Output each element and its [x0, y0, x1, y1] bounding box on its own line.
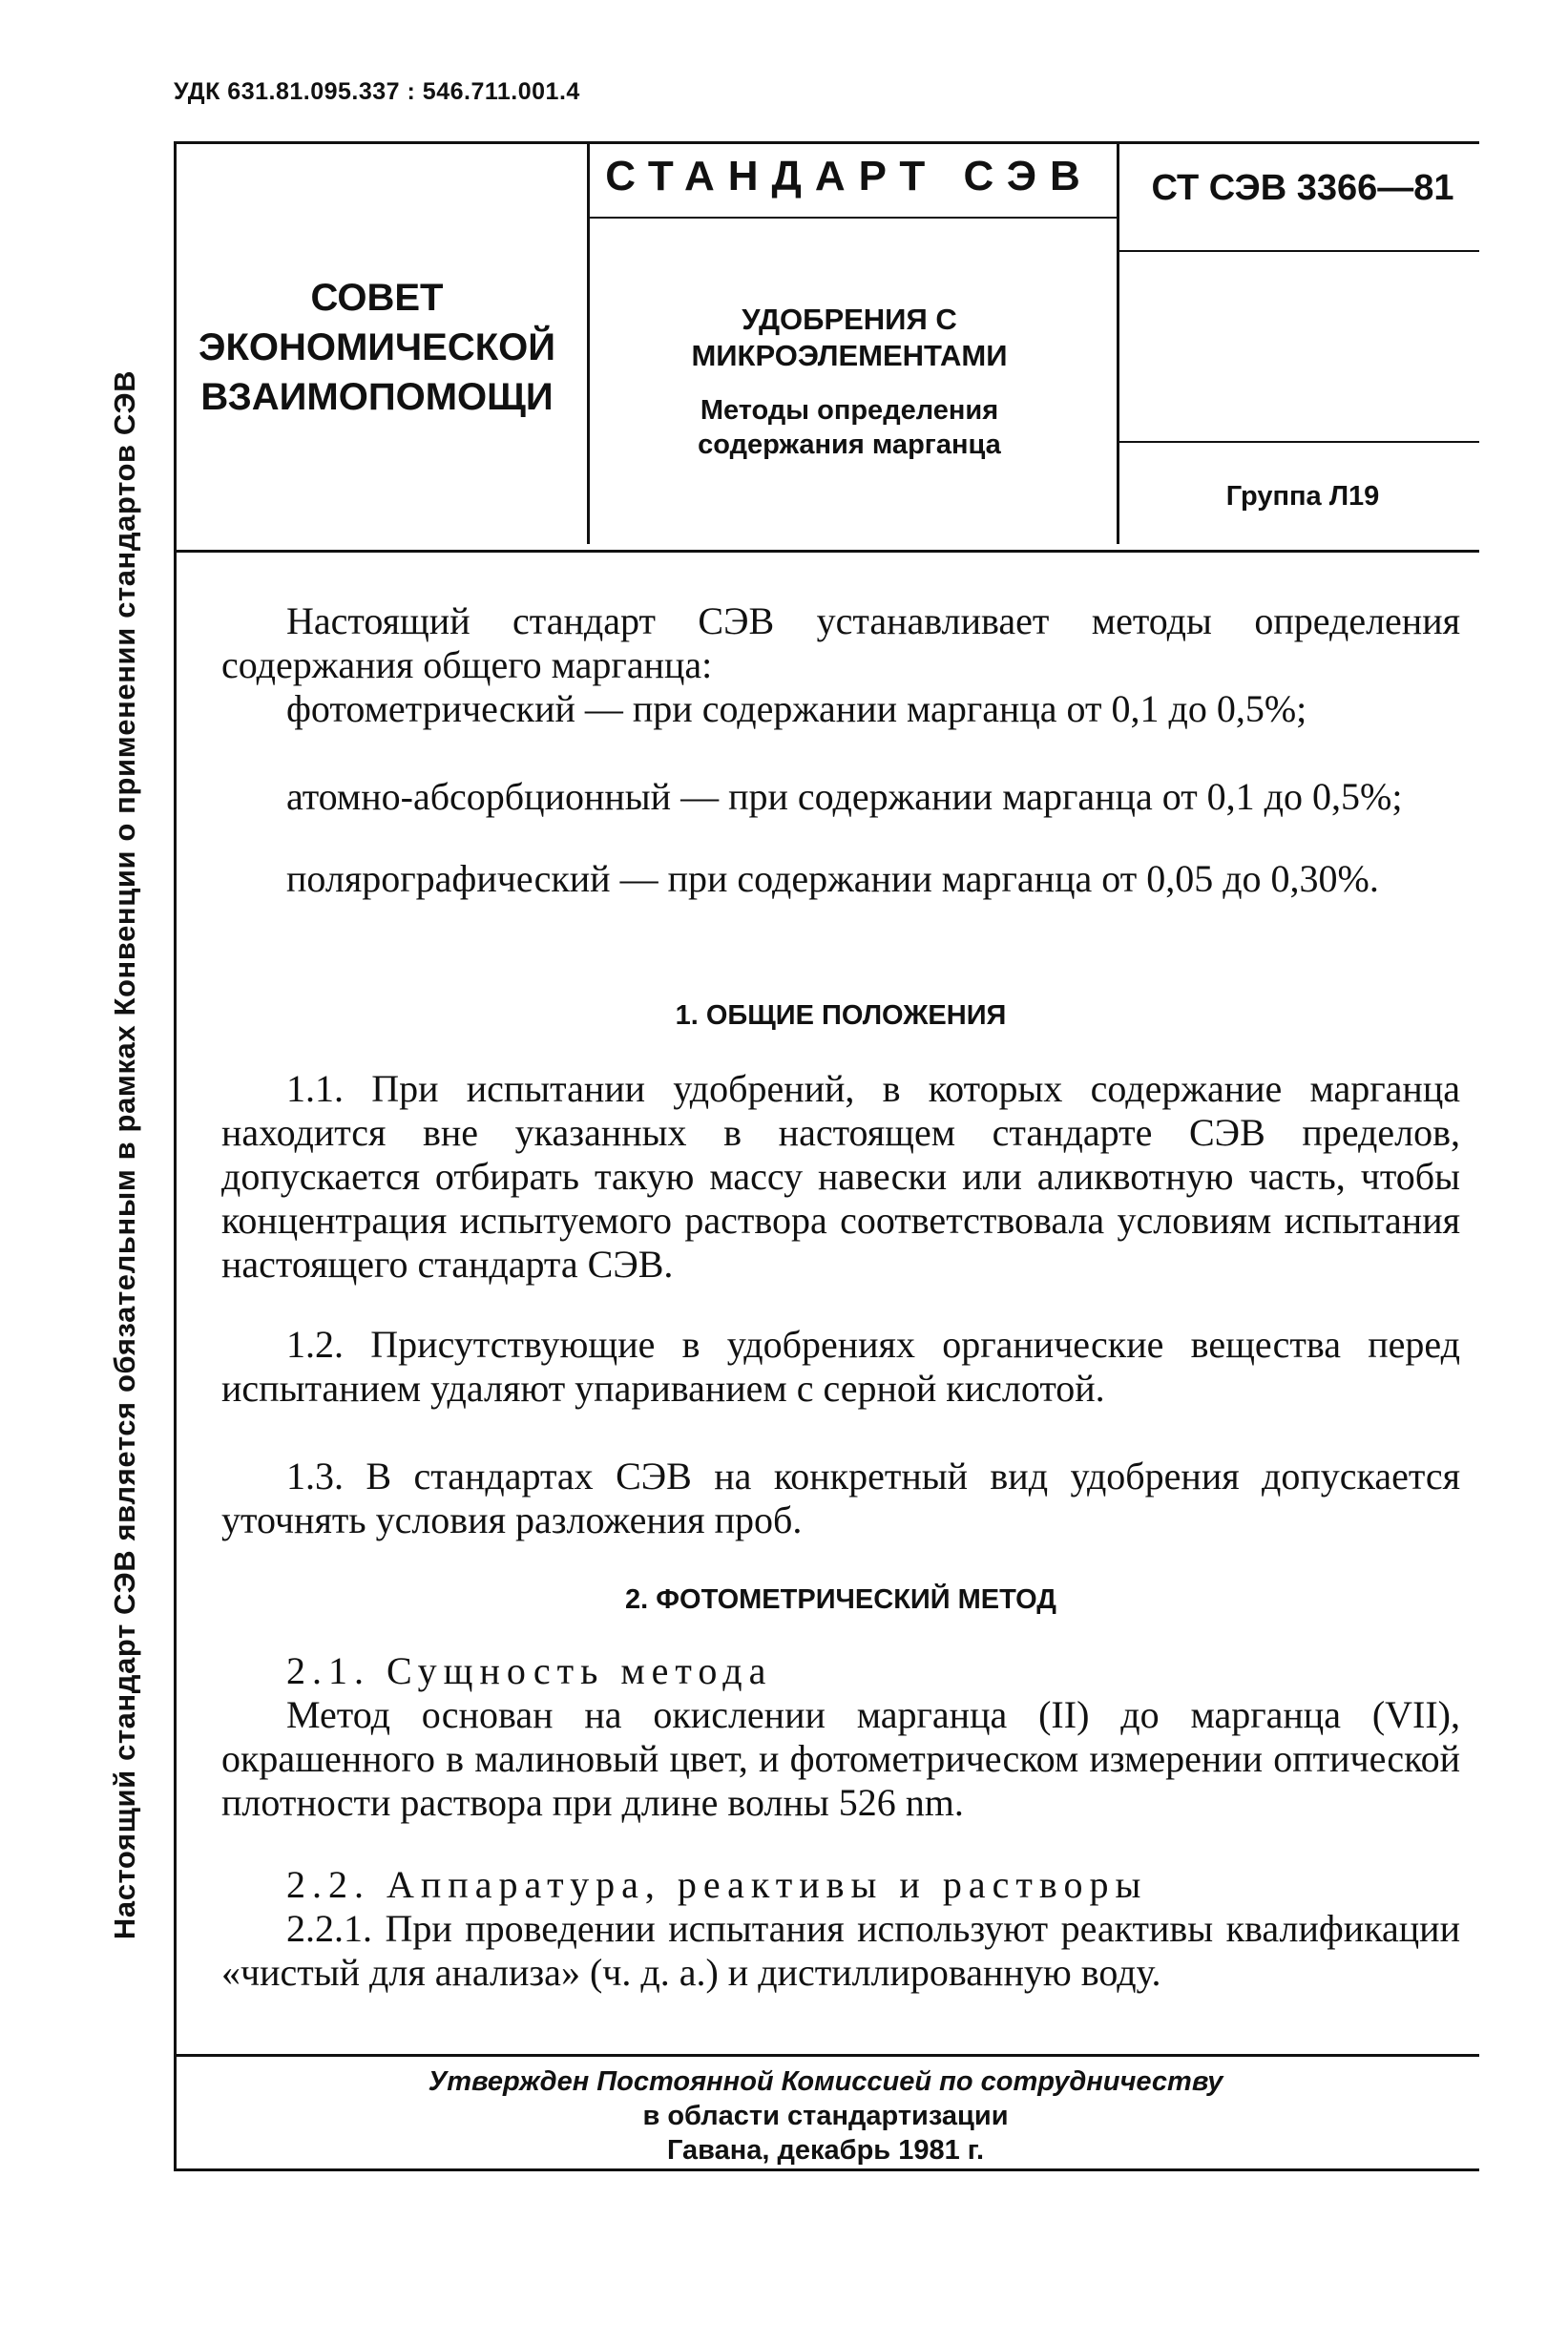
council-line-2: ЭКОНОМИЧЕСКОЙ	[198, 326, 555, 368]
approval-line-2: в области стандартизации	[642, 2101, 1009, 2131]
footer-top-rule	[174, 2054, 1479, 2057]
section-2-1-title: 2.1. Сущность метода	[286, 1649, 773, 1692]
subtitle-line-2: содержания марганца	[698, 429, 1001, 460]
section-2-2-title: 2.2. Аппаратура, реактивы и растворы	[286, 1863, 1148, 1906]
intro-method-photometric: фотометрический — при содержании марганца от 0,1 до 0,5%;	[286, 687, 1307, 730]
section-1-heading: 1. ОБЩИЕ ПОЛОЖЕНИЯ	[675, 1000, 1007, 1031]
header-bottom-rule	[174, 550, 1479, 553]
council-line-3: ВЗАИМОПОМОЩИ	[200, 376, 554, 418]
council-line-1: СОВЕТ	[310, 277, 444, 319]
title-underline	[590, 217, 1117, 219]
subject-line-1: УДОБРЕНИЯ С	[742, 303, 957, 336]
approval-footer	[177, 2064, 1474, 2168]
approval-line-1: Утвержден Постоянной Комиссией по сотрудничеству	[428, 2066, 1223, 2097]
header-divider-2	[1117, 143, 1119, 544]
header-top-rule	[174, 141, 1479, 144]
section-1-1: 1.1. При испытании удобрений, в которых содержание марганца находится вне указанных в настоящем стандарте СЭВ пределов, допускается отбирать такую массу навески или аликвотную часть, чтобы концентрация испытуемого раствора соответствовала условиям испытания настоящего стандарта СЭВ.	[221, 1067, 1460, 1286]
group-overline	[1119, 441, 1479, 443]
intro-paragraph: Настоящий стандарт СЭВ устанавливает методы определения содержания общего марганца:	[221, 599, 1460, 686]
subject-line-2: МИКРОЭЛЕМЕНТАМИ	[691, 339, 1008, 372]
section-2-1-text: Метод основан на окислении марганца (II) до марганца (VII), окрашенного в малиновый цвет, и фотометрическом измерении оптической плотности раствора при длине волны 526 nm.	[221, 1693, 1460, 1824]
section-1-2: 1.2. Присутствующие в удобрениях органические вещества перед испытанием удаляют упариванием с серной кислотой.	[221, 1323, 1460, 1410]
section-2-2-1-text: 2.2.1. При проведении испытания используют реактивы квалификации «чистый для анализа» (ч. д. а.) и дистиллированную воду.	[221, 1907, 1460, 1994]
council-name	[177, 273, 577, 422]
subtitle-line-1: Методы определения	[700, 395, 999, 426]
udk-code: УДК 631.81.095.337 : 546.711.001.4	[174, 78, 580, 105]
standard-code: СТ СЭВ 3366—81	[1151, 168, 1454, 208]
intro-method-atomic: атомно-абсорбционный — при содержании марганца от 0,1 до 0,5%;	[286, 775, 1403, 818]
frame-left-rule	[174, 141, 177, 2171]
footer-bottom-rule	[174, 2168, 1479, 2171]
intro-method-polarographic: полярографический — при содержании марганца от 0,05 до 0,30%.	[286, 857, 1379, 900]
section-2-heading: 2. ФОТОМЕТРИЧЕСКИЙ МЕТОД	[625, 1584, 1056, 1615]
section-1-3: 1.3. В стандартах СЭВ на конкретный вид удобрения допускается уточнять условия разложения проб.	[221, 1455, 1460, 1541]
document-subtitle	[587, 393, 1112, 462]
approval-line-3: Гавана, декабрь 1981 г.	[666, 2135, 984, 2166]
document-subject	[587, 302, 1112, 374]
code-underline	[1119, 250, 1479, 252]
group-label: Группа Л19	[1225, 481, 1380, 512]
sidebar-note: Настоящий стандарт СЭВ является обязательным в рамках Конвенции о применении стандартов СЭВ	[108, 369, 141, 1940]
standard-title: СТАНДАРТ СЭВ	[605, 153, 1094, 199]
